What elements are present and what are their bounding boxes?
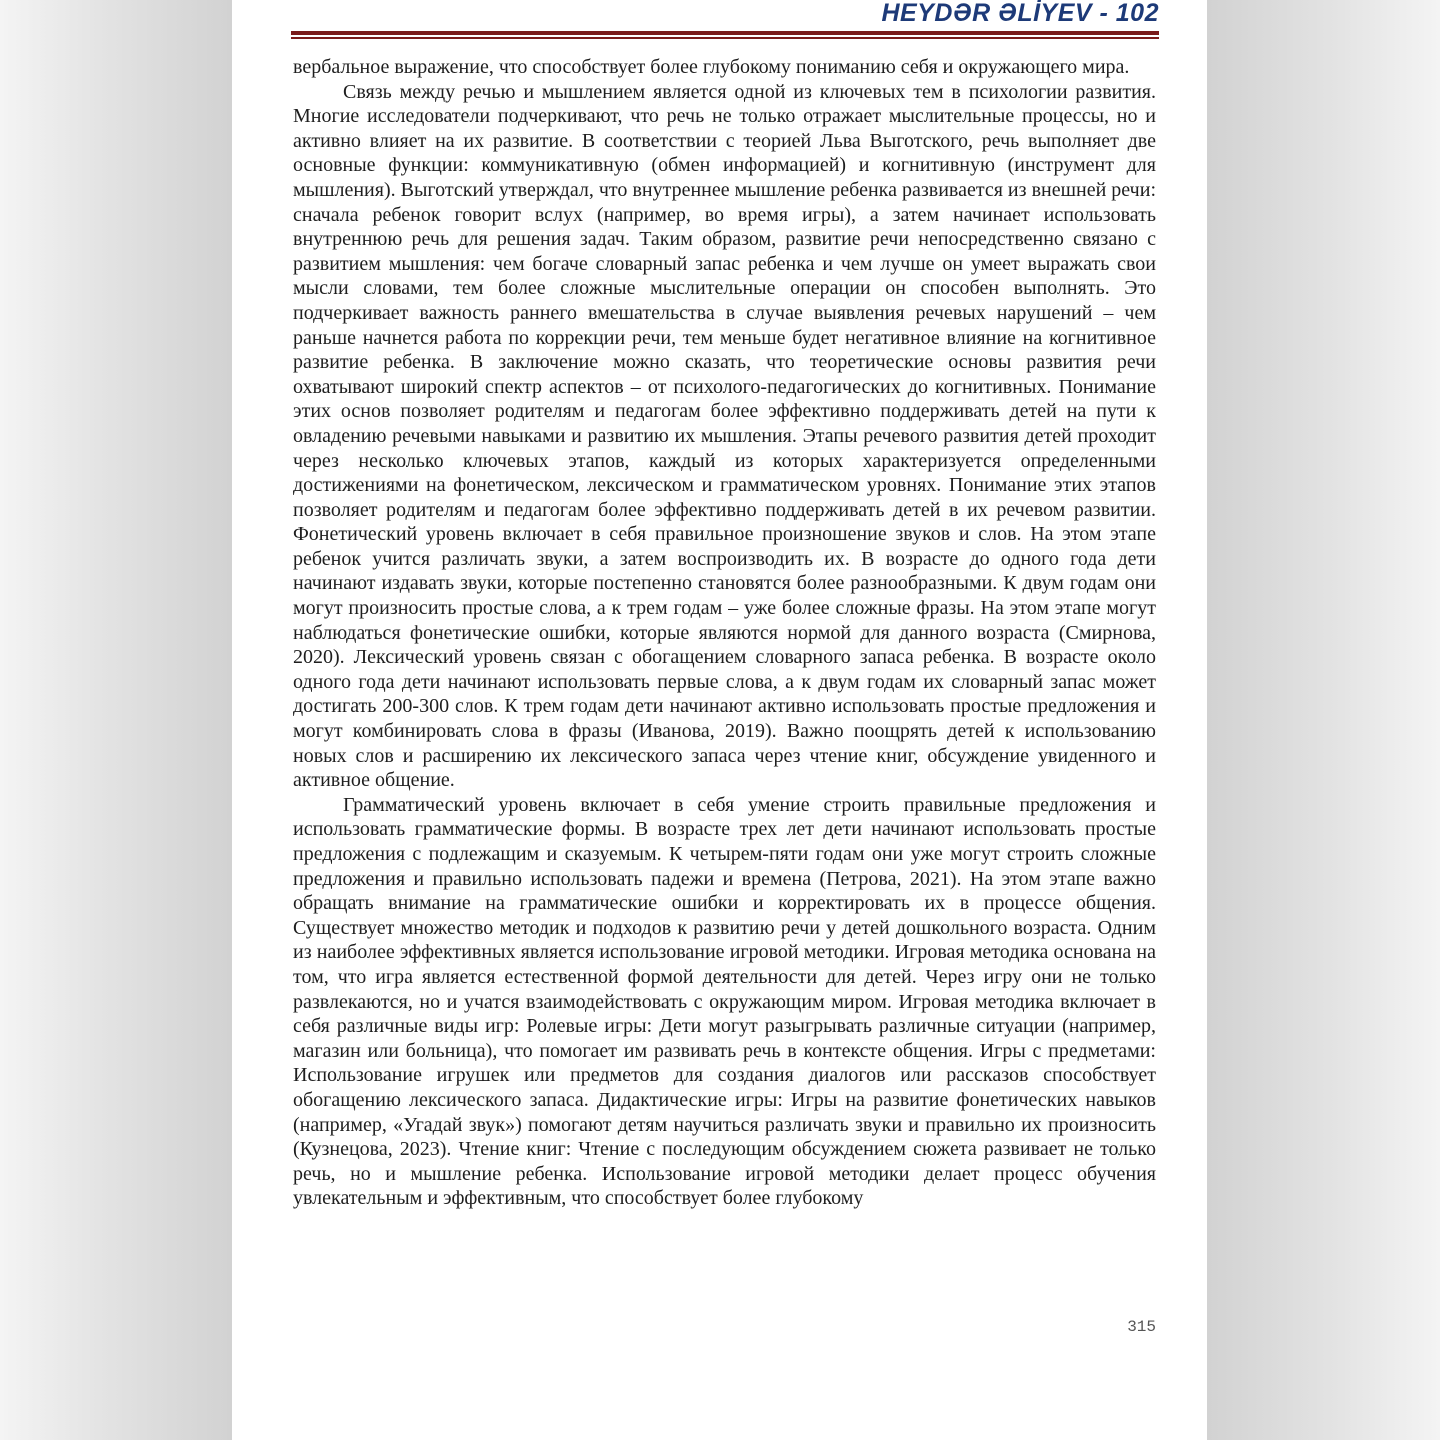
paragraph-continuation: вербальное выражение, что способствует более глубокому пониманию себя и окружающего мира. bbox=[293, 56, 1130, 78]
left-margin-shadow bbox=[0, 0, 232, 1440]
running-header-title: HEYDƏR ƏLİYEV - 102 bbox=[881, 0, 1159, 27]
paragraph-speech-and-thinking: Связь между речью и мышлением является одной из ключевых тем в психологии развития. Многие исследователи подчеркивают, что речь не только отражает мыслительные процессы, но и активно влияет на их развитие. В соответствии с теорией Льва Выготского, речь выполняет две основные функции: коммуникативную (обмен информацией) и когнитивную (инструмент для мышления). Выготский утверждал, что внутреннее мышление ребенка развивается из внешней речи: сначала ребенок говорит вслух (например, во время игры), а затем начинает использовать внутреннюю речь для решения задач. Таким образом, развитие речи непосредственно связано с развитием мышления: чем богаче словарный запас ребенка и чем лучше он умеет выражать свои мысли словами, тем более сложные мыслительные операции он способен выполнять. Это подчеркивает важность раннего вмешательства в случае выявления речевых нарушений – чем раньше начнется работа по коррекции речи, тем меньше будет негативное влияние на когнитивное развитие ребенка. В заключение можно сказать, что теоретические основы развития речи охватывают широкий спектр аспектов – от психолого-педагогических до когнитивных. Понимание этих основ позволяет родителям и педагогам более эффективно поддерживать детей на пути к овладению речевыми навыками и развитию их мышления. Этапы речевого развития детей проходит через несколько ключевых этапов, каждый из которых характеризуется определенными достижениями на фонетическом, лексическом и грамматическом уровнях. Понимание этих этапов позволяет родителям и педагогам более эффективно поддерживать детей в их речевом развитии. Фонетический уровень включает в себя правильное произношение звуков и слов. На этом этапе ребенок учится различать звуки, а затем воспроизводить их. В возрасте до одного года дети начинают издавать звуки, которые постепенно становятся более разнообразными. К двум годам они могут произносить простые слова, а к трем годам – уже более сложные фразы. На этом этапе могут наблюдаться фонетические ошибки, которые являются нормой для данного возраста (Смирнова, 2020). Лексический уровень связан с обогащением словарного запаса ребенка. В возрасте около одного года дети начинают использовать первые слова, а к двум годам их словарный запас может достигать 200-300 слов. К трем годам дети начинают активно использовать простые предложения и могут комбинировать слова в фразы (Иванова, 2019). Важно поощрять детей к использованию новых слов и расширению их лексического запаса через чтение книг, обсуждение увиденного и активное общение. bbox=[293, 80, 1156, 792]
right-margin-shadow bbox=[1207, 0, 1440, 1440]
header-rule bbox=[291, 31, 1159, 35]
document-page bbox=[232, 0, 1207, 1440]
page-number: 315 bbox=[1127, 1318, 1156, 1336]
body-text bbox=[293, 55, 1156, 1211]
paragraph-grammar-level: Грамматический уровень включает в себя умение строить правильные предложения и использовать грамматические формы. В возрасте трех лет дети начинают использовать простые предложения с подлежащим и сказуемым. К четырем-пяти годам они уже могут строить сложные предложения и правильно использовать падежи и времена (Петрова, 2021). На этом этапе важно обращать внимание на грамматические ошибки и корректировать их в процессе общения. Существует множество методик и подходов к развитию речи у детей дошкольного возраста. Одним из наиболее эффективных является использование игровой методики. Игровая методика основана на том, что игра является естественной формой деятельности для детей. Через игру они не только развлекаются, но и учатся взаимодействовать с окружающим миром. Игровая методика включает в себя различные виды игр: Ролевые игры: Дети могут разыгрывать различные ситуации (например, магазин или больница), что помогает им развивать речь в контексте общения. Игры с предметами: Использование игрушек или предметов для создания диалогов или рассказов способствует обогащению лексического запаса. Дидактические игры: Игры на развитие фонетических навыков (например, «Угадай звук») помогают детям научиться различать звуки и правильно их произносить (Кузнецова, 2023). Чтение книг: Чтение с последующим обсуждением сюжета развивает не только речь, но и мышление ребенка. Использование игровой методики делает процесс обучения увлекательным и эффективным, что способствует более глубокому bbox=[293, 793, 1156, 1210]
header-rule-secondary bbox=[291, 37, 1159, 39]
